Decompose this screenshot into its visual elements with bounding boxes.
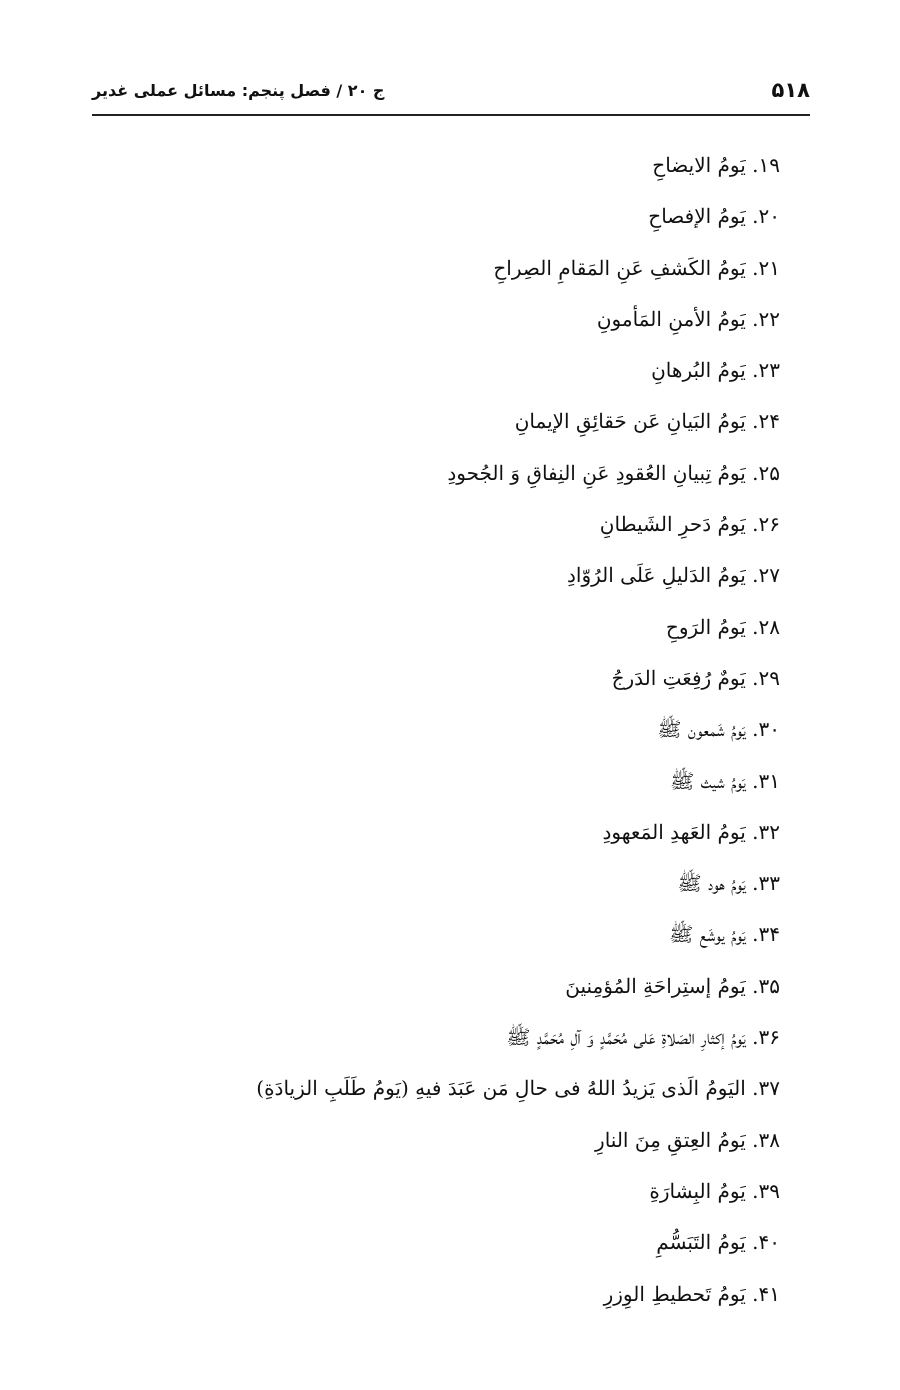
list-item: ۲۰. يَومُ الإفصاحِ: [648, 204, 780, 229]
list-item: ۳۰. يَومُ شَمعون ﷺ: [657, 717, 780, 742]
list-item: ۲۶. يَومُ دَحرِ الشَيطانِ: [599, 512, 780, 537]
list-item: ۲۸. يَومُ الرَوحِ: [665, 614, 780, 639]
list-item: ۳۸. يَومُ العِتقِ مِنَ النارِ: [595, 1127, 780, 1152]
list-item: ۳۵. يَومُ إستِراحَةِ المُؤمِنينَ: [565, 973, 780, 998]
list-item: ۳۷. اليَومُ الَذى يَزيدُ اللهُ فى حالِ مَن عَبَدَ فيهِ (يَومُ طَلَبِ الزيادَةِ): [256, 1076, 780, 1101]
list-item: ۳۹. يَومُ البِشارَةِ: [649, 1178, 780, 1203]
days-list: [220, 140, 780, 1320]
page-header: [92, 74, 810, 116]
list-item: ۳۱. يَومُ شيث ﷺ: [670, 768, 780, 793]
list-item: ۲۴. يَومُ البَيانِ عَن حَقائِقِ الإيمانِ: [514, 409, 780, 434]
list-item: ۲۵. يَومُ تِبيانِ العُقودِ عَنِ النِفاقِ وَ الجُحودِ: [447, 460, 780, 485]
list-item: ۲۲. يَومُ الأمنِ المَأمونِ: [596, 306, 780, 331]
list-item: ۳۳. يَومُ هود ﷺ: [677, 871, 780, 896]
list-item: ۲۹. يَومٌ رُفِعَتِ الدَرجُ: [611, 665, 780, 690]
list-item: ۳۲. يَومُ العَهدِ المَعهودِ: [602, 819, 780, 844]
page-number: ۵۱۸: [771, 78, 810, 102]
list-item: ۲۷. يَومُ الدَليلِ عَلَى الرُوّادِ: [566, 563, 780, 588]
list-item: ۳۶. يَومُ إكثارِ الصَلاةِ عَلى مُحَمَّدٍ وَ آلِ مُحَمَّدٍ ﷺ: [506, 1025, 780, 1050]
list-item: ۴۱. يَومُ تَحطيطِ الوِزرِ: [603, 1281, 780, 1306]
running-title: ج ۲۰ / فصل پنجم: مسائل عملی غدیر: [92, 81, 385, 100]
list-item: ۱۹. يَومُ الايضاحِ: [652, 153, 780, 177]
list-item: ۴۰. يَومُ التَبَسُّمِ: [656, 1230, 780, 1255]
list-item: ۲۱. يَومُ الكَشفِ عَنِ المَقامِ الصِراحِ: [493, 255, 780, 280]
list-item: ۲۳. يَومُ البُرهانِ: [651, 358, 780, 383]
list-item: ۳۴. يَومُ يوشَع ﷺ: [669, 922, 780, 947]
